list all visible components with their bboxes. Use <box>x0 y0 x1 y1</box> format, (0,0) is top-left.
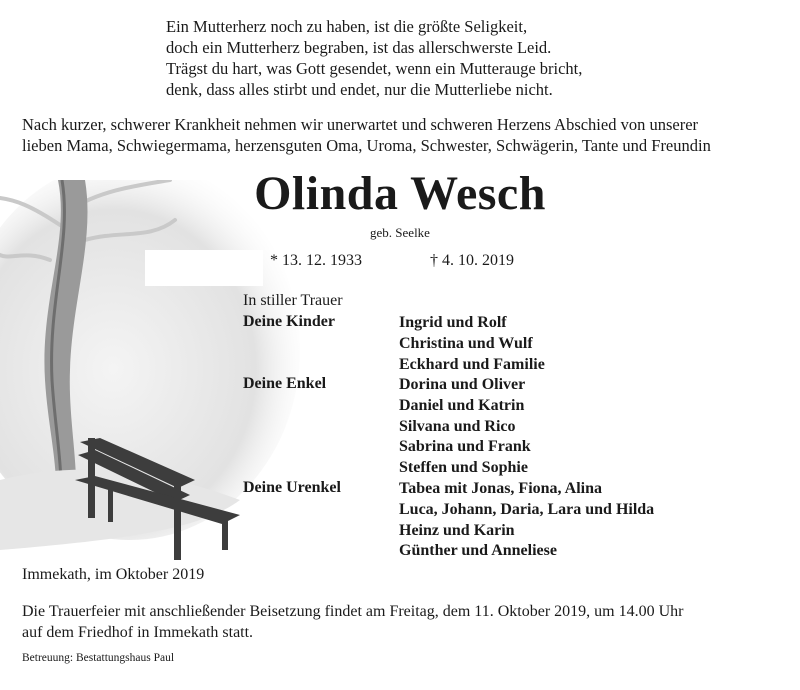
mourner-entry: Tabea mit Jonas, Fiona, Alina <box>399 480 603 497</box>
group-label-great-grandchildren: Deine Urenkel <box>243 479 341 496</box>
birth-date: * 13. 12. 1933 <box>270 252 362 269</box>
group-members-grandchildren <box>399 375 531 479</box>
group-members-children <box>399 313 545 375</box>
place-date: Immekath, im Oktober 2019 <box>22 566 205 583</box>
intro-line: lieben Mama, Schwiegermama, herzensguten Oma, Uroma, Schwester, Schwägerin, Tante und Freundin <box>22 136 711 155</box>
funeral-home-credit: Betreuung: Bestattungshaus Paul <box>22 652 175 664</box>
poem-line: Trägst du hart, was Gott gesendet, wenn ein Mutterauge bricht, <box>166 59 583 78</box>
group-label-grandchildren: Deine Enkel <box>243 375 327 392</box>
poem-line: Ein Mutterherz noch zu haben, ist die größte Seligkeit, <box>166 17 528 36</box>
mourner-entry: Christina und Wulf <box>399 334 533 352</box>
maiden-name: geb. Seelke <box>370 225 430 240</box>
illustration-mask <box>145 250 263 286</box>
poem <box>166 16 582 100</box>
mourner-entry: Ingrid und Rolf <box>399 314 507 331</box>
mourner-entry: Heinz und Karin <box>399 521 515 539</box>
poem-line: doch ein Mutterherz begraben, ist das allerschwerste Leid. <box>166 38 552 57</box>
deceased-name: Olinda Wesch <box>254 167 546 220</box>
mourner-entry: Luca, Johann, Daria, Lara und Hilda <box>399 500 655 518</box>
mourning-intro: In stiller Trauer <box>243 292 343 309</box>
mourner-entry: Dorina und Oliver <box>399 376 526 393</box>
mourner-entry: Steffen und Sophie <box>399 459 528 477</box>
ceremony-line: auf dem Friedhof in Immekath statt. <box>22 624 254 641</box>
mourner-entry: Silvana und Rico <box>399 417 516 435</box>
poem-line: denk, dass alles stirbt und endet, nur die Mutterliebe nicht. <box>166 80 553 99</box>
ceremony-info <box>22 601 792 643</box>
intro-text <box>22 114 782 156</box>
mourner-entry: Daniel und Katrin <box>399 396 525 414</box>
intro-line: Nach kurzer, schwerer Krankheit nehmen wir unerwartet und schweren Herzens Abschied von unserer <box>22 115 699 134</box>
mourner-entry: Eckhard und Familie <box>399 355 545 373</box>
mourner-entry: Sabrina und Frank <box>399 438 531 456</box>
mourner-entry: Günther und Anneliese <box>399 542 557 560</box>
death-date: † 4. 10. 2019 <box>430 252 514 269</box>
ceremony-line: Die Trauerfeier mit anschließender Beisetzung findet am Freitag, dem 11. Oktober 2019, um 14.00 Uhr <box>22 603 684 620</box>
group-members-great-grandchildren <box>399 479 654 562</box>
group-label-children: Deine Kinder <box>243 313 335 330</box>
